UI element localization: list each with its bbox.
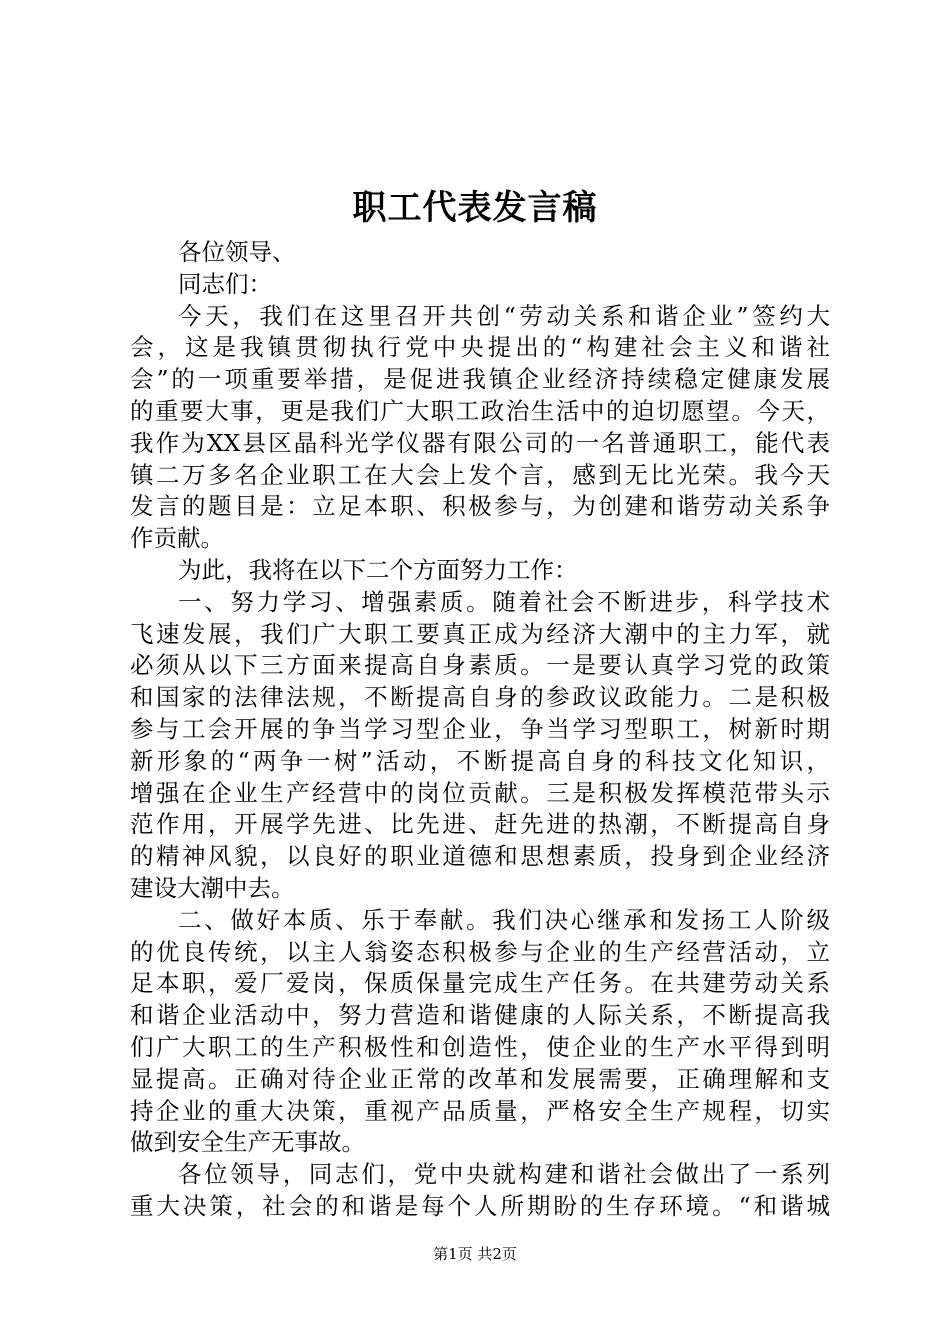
text-line: 新形象的“两争一树”活动，不断提高自身的科技文化知识， (130, 746, 830, 775)
text-line: 发言的题目是：立足本职、积极参与，为创建和谐劳动关系争 (130, 492, 830, 521)
text-line: 的优良传统，以主人翁姿态积极参与企业的生产经营活动，立 (130, 937, 830, 966)
text-line: 各位领导、 (178, 238, 296, 266)
document-title: 职工代表发言稿 (352, 188, 598, 228)
text-line: 同志们： (178, 269, 272, 298)
text-line: 为此，我将在以下二个方面努力工作： (178, 555, 578, 584)
text-line: 持企业的重大决策，重视产品质量，严格安全生产规程，切实 (130, 1096, 830, 1125)
text-line: 的精神风貌，以良好的职业道德和思想素质，投身到企业经济 (130, 842, 830, 871)
text-line: 建设大潮中去。 (130, 873, 295, 902)
text-line: 今天，我们在这里召开共创“劳动关系和谐企业”签约大 (178, 301, 830, 330)
text-line: 的重要大事，更是我们广大职工政治生活中的迫切愿望。今天， (130, 396, 830, 425)
text-line: 做到安全生产无事故。 (130, 1128, 365, 1157)
text-line: 和谐企业活动中，努力营造和谐健康的人际关系，不断提高我 (130, 1001, 830, 1030)
text-line: 二、做好本质、乐于奉献。我们决心继承和发扬工人阶级 (178, 905, 830, 934)
text-line: 重大决策，社会的和谐是每个人所期盼的生存环境。“和谐城 (130, 1191, 830, 1220)
document-body (130, 237, 830, 1223)
text-line: 参与工会开展的争当学习型企业，争当学习型职工，树新时期 (130, 714, 830, 743)
text-line: 镇二万多名企业职工在大会上发个言，感到无比光荣。我今天 (130, 460, 830, 489)
text-line: 和国家的法律法规，不断提高自身的参政议政能力。二是积极 (130, 683, 830, 712)
text-line: 增强在企业生产经营中的岗位贡献。三是积极发挥模范带头示 (130, 778, 830, 807)
text-line: 范作用，开展学先进、比先进、赶先进的热潮，不断提高自身 (130, 810, 830, 839)
text-line: 足本职，爱厂爱岗，保质保量完成生产任务。在共建劳动关系 (130, 969, 830, 998)
text-line: 必须从以下三方面来提高自身素质。一是要认真学习党的政策 (130, 651, 830, 680)
text-line: 们广大职工的生产积极性和创造性，使企业的生产水平得到明 (130, 1032, 830, 1061)
text-line: 各位领导，同志们，党中央就构建和谐社会做出了一系列 (178, 1160, 830, 1189)
page-footer: 第1页 共2页 (433, 1245, 517, 1263)
text-line: 作贡献。 (130, 524, 224, 553)
text-line: 会”的一项重要举措，是促进我镇企业经济持续稳定健康发展 (130, 365, 830, 394)
text-line: 飞速发展，我们广大职工要真正成为经济大潮中的主力军，就 (130, 619, 830, 648)
text-line: 一、努力学习、增强素质。随着社会不断进步，科学技术 (178, 587, 830, 616)
text-line: 我作为XX县区晶科光学仪器有限公司的一名普通职工，能代表 (130, 428, 830, 457)
text-line: 显提高。正确对待企业正常的改革和发展需要，正确理解和支 (130, 1064, 830, 1093)
text-line: 会，这是我镇贯彻执行党中央提出的“构建社会主义和谐社 (130, 333, 830, 362)
